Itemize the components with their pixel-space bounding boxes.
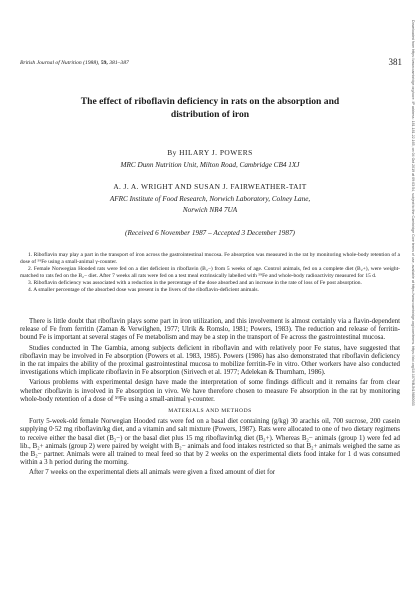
body-paragraph-1: There is little doubt that riboflavin plays some part in iron utilization, and this involvement is almost certainly via a flavin-dependent release of Fe from ferritin (Zaman & Verwilghen, 1977; Ulrik & Romslo, 1981; Powers, 1983). The reduction and release of ferritin-bound Fe is important at several stages of Fe metabolism and may be a step in the transport of Fe across the gastrointestinal mucosa.	[20, 318, 400, 342]
body-paragraph-3: Various problems with experimental design have made the interpretation of some findings difficult and it remains far from clear whether riboflavin is involved in Fe absorption in vivo. We have therefore chosen to measure Fe absorption in the rat by monitoring whole-body retention of a dose of ⁵⁹Fe using a small-animal γ-counter.	[20, 379, 400, 403]
article-body	[20, 318, 400, 480]
abstract	[20, 252, 400, 293]
methods-paragraph-2: After 7 weeks on the experimental diets all animals were given a fixed amount of diet for	[29, 469, 276, 477]
page-number: 381	[388, 57, 402, 67]
affiliation-2-line-2: Norwich NR4 7UA	[182, 206, 238, 214]
journal-pages: 381–387	[109, 60, 129, 66]
affiliation-2-line-1: AFRC Institute of Food Research, Norwich Laboratory, Colney Lane,	[109, 195, 311, 203]
running-header	[20, 57, 402, 72]
author-line-2: A. J. A. WRIGHT AND SUSAN J. FAIRWEATHER-TAIT	[113, 182, 307, 191]
methods-paragraph-1: Forty 5-week-old female Norwegian Hooded rats were fed on a basal diet containing (g/kg) 30 arachis oil, 700 sucrose, 200 casein supplying 0·52 mg riboflavin/kg diet, and a vitamin and salt mixture (Powers, 1987). Rats were allocated to one of two dietary regimens to receive either the basal diet (B₂−) or the basal diet plus 15 mg riboflavin/kg diet (B₂+). Whereas B₂− animals (group 1) were fed ad lib., B₂+ animals (group 2) were paired by weight with B₂− animals and food intakes restricted so that B₂+ animals weighed the same as the B₂− partner. Animals were all trained to meal feed so that by 2 weeks on the experimental diets food intake for 1 d was consumed within a 3 h period during the morning.	[20, 418, 400, 467]
received-dates: (Received 6 November 1987 – Accepted 3 December 1987)	[125, 229, 295, 237]
abstract-point-4: 4. A smaller percentage of the absorbed dose was present in the livers of the riboflavin-deficient animals.	[28, 286, 259, 293]
author-line-1: By HILARY J. POWERS	[167, 148, 253, 157]
abstract-point-3: 3. Riboflavin deficiency was associated with a reduction in the percentage of the dose absorbed and an increase in the rate of loss of Fe post absorption.	[28, 279, 362, 286]
affiliation-1: MRC Dunn Nutrition Unit, Milton Road, Cambridge CB4 1XJ	[120, 161, 300, 169]
section-heading-methods: MATERIALS AND METHODS	[168, 408, 252, 415]
journal-name: British Journal of Nutrition (1988),	[20, 60, 100, 66]
title-line-2: distribution of iron	[170, 108, 250, 120]
journal-volume: 59,	[100, 60, 108, 66]
title-line-1: The effect of riboflavin deficiency in rats on the absorption and	[80, 96, 340, 107]
body-paragraph-2: Studies conducted in The Gambia, among subjects deficient in riboflavin and with relatively poor Fe status, have suggested that riboflavin may be involved in Fe absorption (Powers et al. 1983, 1985). Powers (1986) has also demonstrated that riboflavin deficiency in the rat impairs the ability of the proximal gastrointestinal mucosa to mobilize ferritin-Fe in vitro. Other workers have also conducted investigations which implicate riboflavin in Fe absorption (Sirivech et al. 1977; Adelekan & Thurnham, 1986).	[20, 344, 400, 377]
affiliation-2	[20, 194, 400, 216]
abstract-point-1: 1. Riboflavin may play a part in the transport of iron across the gastrointestinal mucosa. Fe absorption was measured in the rat by monitoring whole-body retention of a dose of ⁵⁹Fe using a small-animal γ-counter.	[20, 252, 400, 265]
journal-citation	[20, 60, 129, 66]
download-notice[interactable]: Downloaded from https://www.cambridge.org/core. IP address: 181.181.22.165, on 04 Oct 2019 at 09:03:54, subject to the Cambridge Core terms of use, available at https://www.cambridge.org/core/terms. https://doi.org/10.1079/BJN19880033	[411, 20, 415, 406]
abstract-point-2: 2. Female Norwegian Hooded rats were fed on a diet deficient in riboflavin (B₂−) from 5 weeks of age. Control animals, fed on a complete diet (B₂+), were weight-matched to rats fed on the B₂− diet. After 7 weeks all rats were fed on a test meal extrinsically labelled with ⁵⁹Fe and whole-body radioactivity measured for 15 d.	[20, 265, 400, 279]
download-notice-strip	[410, 20, 418, 580]
article-title	[30, 96, 390, 121]
